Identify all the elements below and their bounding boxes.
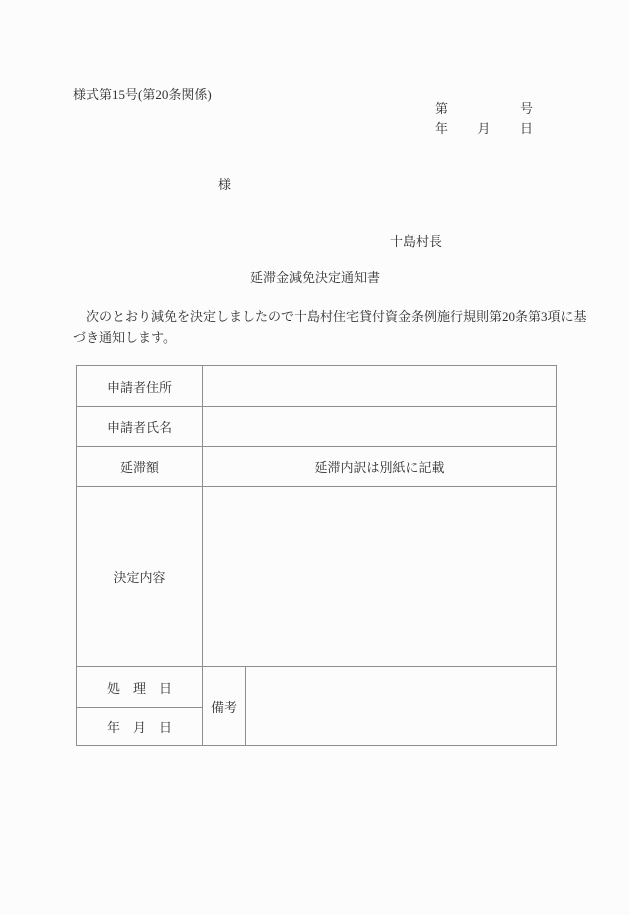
label-applicant-name: 申請者氏名 <box>77 407 203 447</box>
label-date: 年 月 日 <box>77 708 203 746</box>
doc-ref-block <box>435 99 533 139</box>
field-arrears-amount-note: 延滞内訳は別紙に記載 <box>203 447 557 487</box>
body-line-2: づき通知します。 <box>73 330 176 345</box>
form-number: 様式第15号(第20条関係) <box>73 87 212 102</box>
doc-number-prefix: 第 <box>435 101 449 116</box>
field-applicant-name <box>203 407 557 447</box>
addressee-honorific: 様 <box>218 177 232 192</box>
row-decision-content <box>77 487 557 667</box>
document-title: 延滞金減免決定通知書 <box>249 270 380 285</box>
row-applicant-address <box>77 366 557 407</box>
date-month-label: 月 <box>477 121 491 136</box>
doc-number-suffix: 号 <box>519 101 533 116</box>
row-processing-date <box>77 667 557 708</box>
field-decision-content <box>203 487 557 667</box>
sender-name: 十島村長 <box>390 234 443 249</box>
row-applicant-name <box>77 407 557 447</box>
label-remarks: 備考 <box>203 667 246 746</box>
doc-date-line <box>435 119 533 139</box>
doc-number-line <box>435 99 533 119</box>
label-applicant-address: 申請者住所 <box>77 366 203 407</box>
date-day-label: 日 <box>519 121 533 136</box>
label-processing-date: 処 理 日 <box>77 667 203 708</box>
body-paragraph <box>73 306 587 348</box>
field-remarks <box>246 667 557 746</box>
form-table <box>76 365 557 746</box>
label-decision-content: 決定内容 <box>77 487 203 667</box>
label-arrears-amount: 延滞額 <box>77 447 203 487</box>
date-year-label: 年 <box>435 121 449 136</box>
body-line-1: 次のとおり減免を決定しましたので十島村住宅貸付資金条例施行規則第20条第3項に基 <box>73 309 587 324</box>
row-arrears-amount <box>77 447 557 487</box>
field-applicant-address <box>203 366 557 407</box>
